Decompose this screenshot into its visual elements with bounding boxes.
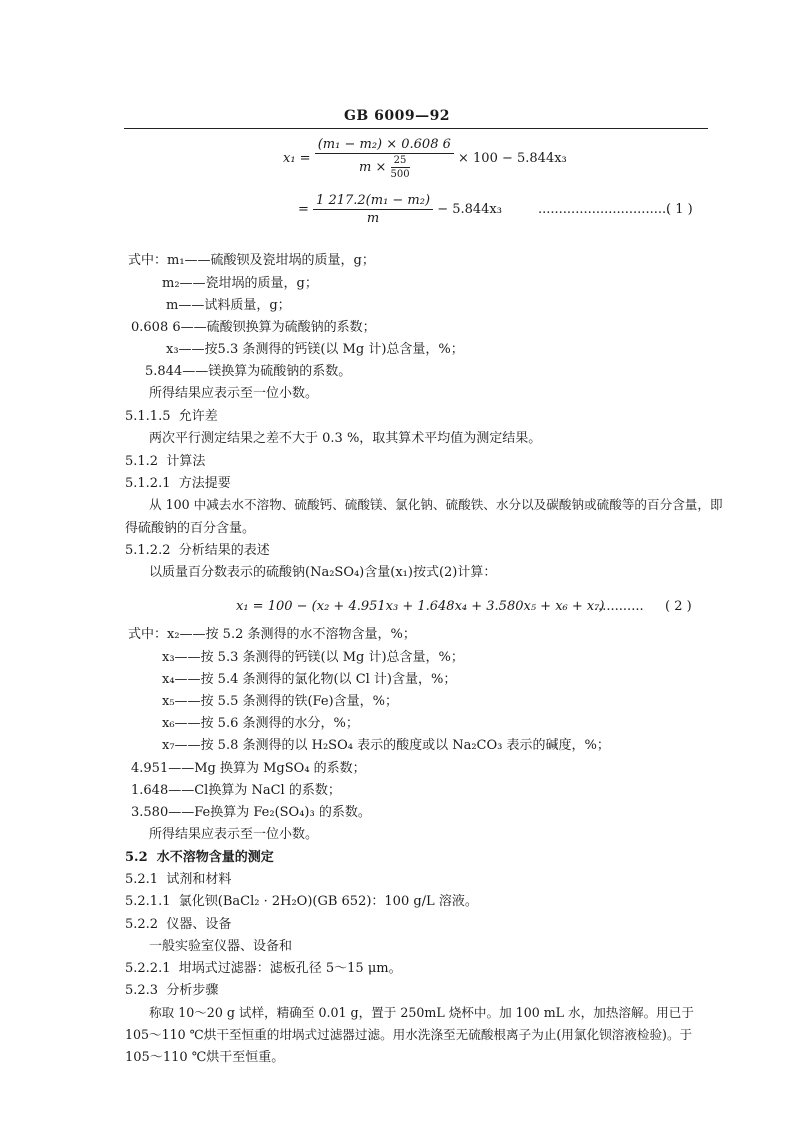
formula-1-den-prefix: m × [359, 160, 387, 175]
formula-1-number: ( 1 ) [666, 202, 693, 217]
formula-2: x₁ = 100 − (x₂ + 4.951x₃ + 1.648x₄ + 3.580x₅ + x₆ + x₇) [236, 599, 605, 614]
where-2-item: x₃——按 5.3 条测得的钙镁(以 Mg 计)总含量，%； [162, 650, 464, 665]
formula-1-denominator [315, 154, 454, 180]
formula-1-line-2 [298, 193, 502, 226]
section-5-2-heading: 5.2 水不溶物含量的测定 [125, 850, 274, 865]
where-1-item: m——试料质量，g； [166, 298, 291, 313]
section-5-2-1-heading: 5.2.1 试剂和材料 [125, 872, 232, 887]
note-1: 所得结果应表示至一位小数。 [149, 386, 319, 401]
where-2-item: 3.580——Fe换算为 Fe₂(SO₄)₃ 的系数。 [131, 805, 371, 820]
section-5-1-2-1-text-line-2: 得硫酸钠的百分含量。 [125, 521, 256, 536]
formula-1-tail: × 100 − 5.844x₃ [458, 151, 567, 166]
where-1-item: x₃——按5.3 条测得的钙镁(以 Mg 计)总含量，%； [166, 342, 464, 357]
section-5-2-1-1: 5.2.1.1 氯化钡(BaCl₂ · 2H₂O)(GB 652)：100 g/L 溶液。 [125, 894, 478, 909]
formula-1-leader: ................................ [538, 202, 671, 217]
inner-fraction-denominator: 500 [390, 169, 410, 180]
where-2-item: 1.648——Cl换算为 NaCl 的系数； [131, 783, 341, 798]
formula-1-inner-fraction [391, 155, 410, 180]
section-5-1-1-5-heading: 5.1.1.5 允许差 [125, 409, 218, 424]
formula-1-line-2-denominator: m [366, 211, 380, 226]
note-2: 所得结果应表示至一位小数。 [149, 827, 319, 842]
formula-1-line-2-fraction [313, 193, 433, 226]
section-5-1-2-1-text-line-1: 从 100 中减去水不溶物、硫酸钙、硫酸镁、氯化钠、硫酸铁、水分以及碳酸钠或硫酸等的百分含量，即 [149, 497, 723, 512]
formula-2-leader: ............ [594, 599, 644, 614]
inner-fraction-numerator: 25 [391, 155, 410, 168]
section-5-2-3-text-line-3: 105～110 ℃烘干至恒重。 [125, 1050, 285, 1065]
formula-1-fraction [315, 137, 454, 180]
page-header-standard-number: GB 6009—92 [343, 108, 451, 124]
formula-1-equals: = [298, 202, 309, 217]
formula-1-numerator: (m₁ − m₂) × 0.608 6 [315, 137, 454, 154]
where-2-item: 式中：x₂——按 5.2 条测得的水不溶物含量，%； [128, 627, 416, 642]
where-2-item: x₆——按 5.6 条测得的水分，%； [162, 716, 359, 731]
section-5-2-2-1: 5.2.2.1 坩埚式过滤器：滤板孔径 5～15 μm。 [125, 961, 402, 976]
section-5-2-3-text-line-1: 称取 10～20 g 试样，精确至 0.01 g，置于 250mL 烧杯中。加 100 mL 水，加热溶解。用已于 [149, 1005, 694, 1020]
formula-2-number: ( 2 ) [665, 599, 692, 614]
where-1-item: 0.608 6——硫酸钡换算为硫酸钠的系数； [131, 320, 376, 335]
section-5-1-2-2-heading: 5.1.2.2 分析结果的表述 [125, 543, 270, 558]
section-5-2-3-text-line-2: 105～110 ℃烘干至恒重的坩埚式过滤器过滤。用水洗涤至无硫酸根离子为止(用氯化钡溶液检验)。于 [125, 1027, 693, 1042]
section-5-1-2-2-text: 以质量百分数表示的硫酸钠(Na₂SO₄)含量(x₁)按式(2)计算： [149, 565, 497, 580]
section-5-2-2-heading: 5.2.2 仪器、设备 [125, 917, 232, 932]
formula-1-lhs: x₁ = [283, 151, 311, 166]
section-5-1-2-1-heading: 5.1.2.1 方法提要 [125, 476, 231, 491]
formula-1-line-2-numerator: 1 217.2(m₁ − m₂) [313, 193, 433, 210]
header-rule [124, 128, 708, 129]
section-5-2-2-text: 一般实验室仪器、设备和 [149, 939, 293, 954]
formula-1-line-1 [283, 137, 567, 180]
section-5-2-3-heading: 5.2.3 分析步骤 [125, 983, 219, 998]
where-1-item: 式中：m₁——硫酸钡及瓷坩埚的质量，g； [128, 253, 375, 268]
where-2-item: x₄——按 5.4 条测得的氯化物(以 Cl 计)含量，%； [162, 672, 457, 687]
where-2-item: x₅——按 5.5 条测得的铁(Fe)含量，%； [162, 694, 398, 709]
where-2-item: x₇——按 5.8 条测得的以 H₂SO₄ 表示的酸度或以 Na₂CO₃ 表示的碱度，%； [162, 738, 610, 753]
where-1-item: 5.844——镁换算为硫酸钠的系数。 [145, 364, 352, 379]
section-5-1-2-heading: 5.1.2 计算法 [125, 454, 206, 469]
where-2-item: 4.951——Mg 换算为 MgSO₄ 的系数； [131, 761, 366, 776]
where-1-item: m₂——瓷坩埚的质量，g； [162, 276, 318, 291]
section-5-1-1-5-text: 两次平行测定结果之差不大于 0.3 %，取其算术平均值为测定结果。 [149, 431, 542, 446]
formula-1-line-2-tail: − 5.844x₃ [437, 202, 502, 217]
